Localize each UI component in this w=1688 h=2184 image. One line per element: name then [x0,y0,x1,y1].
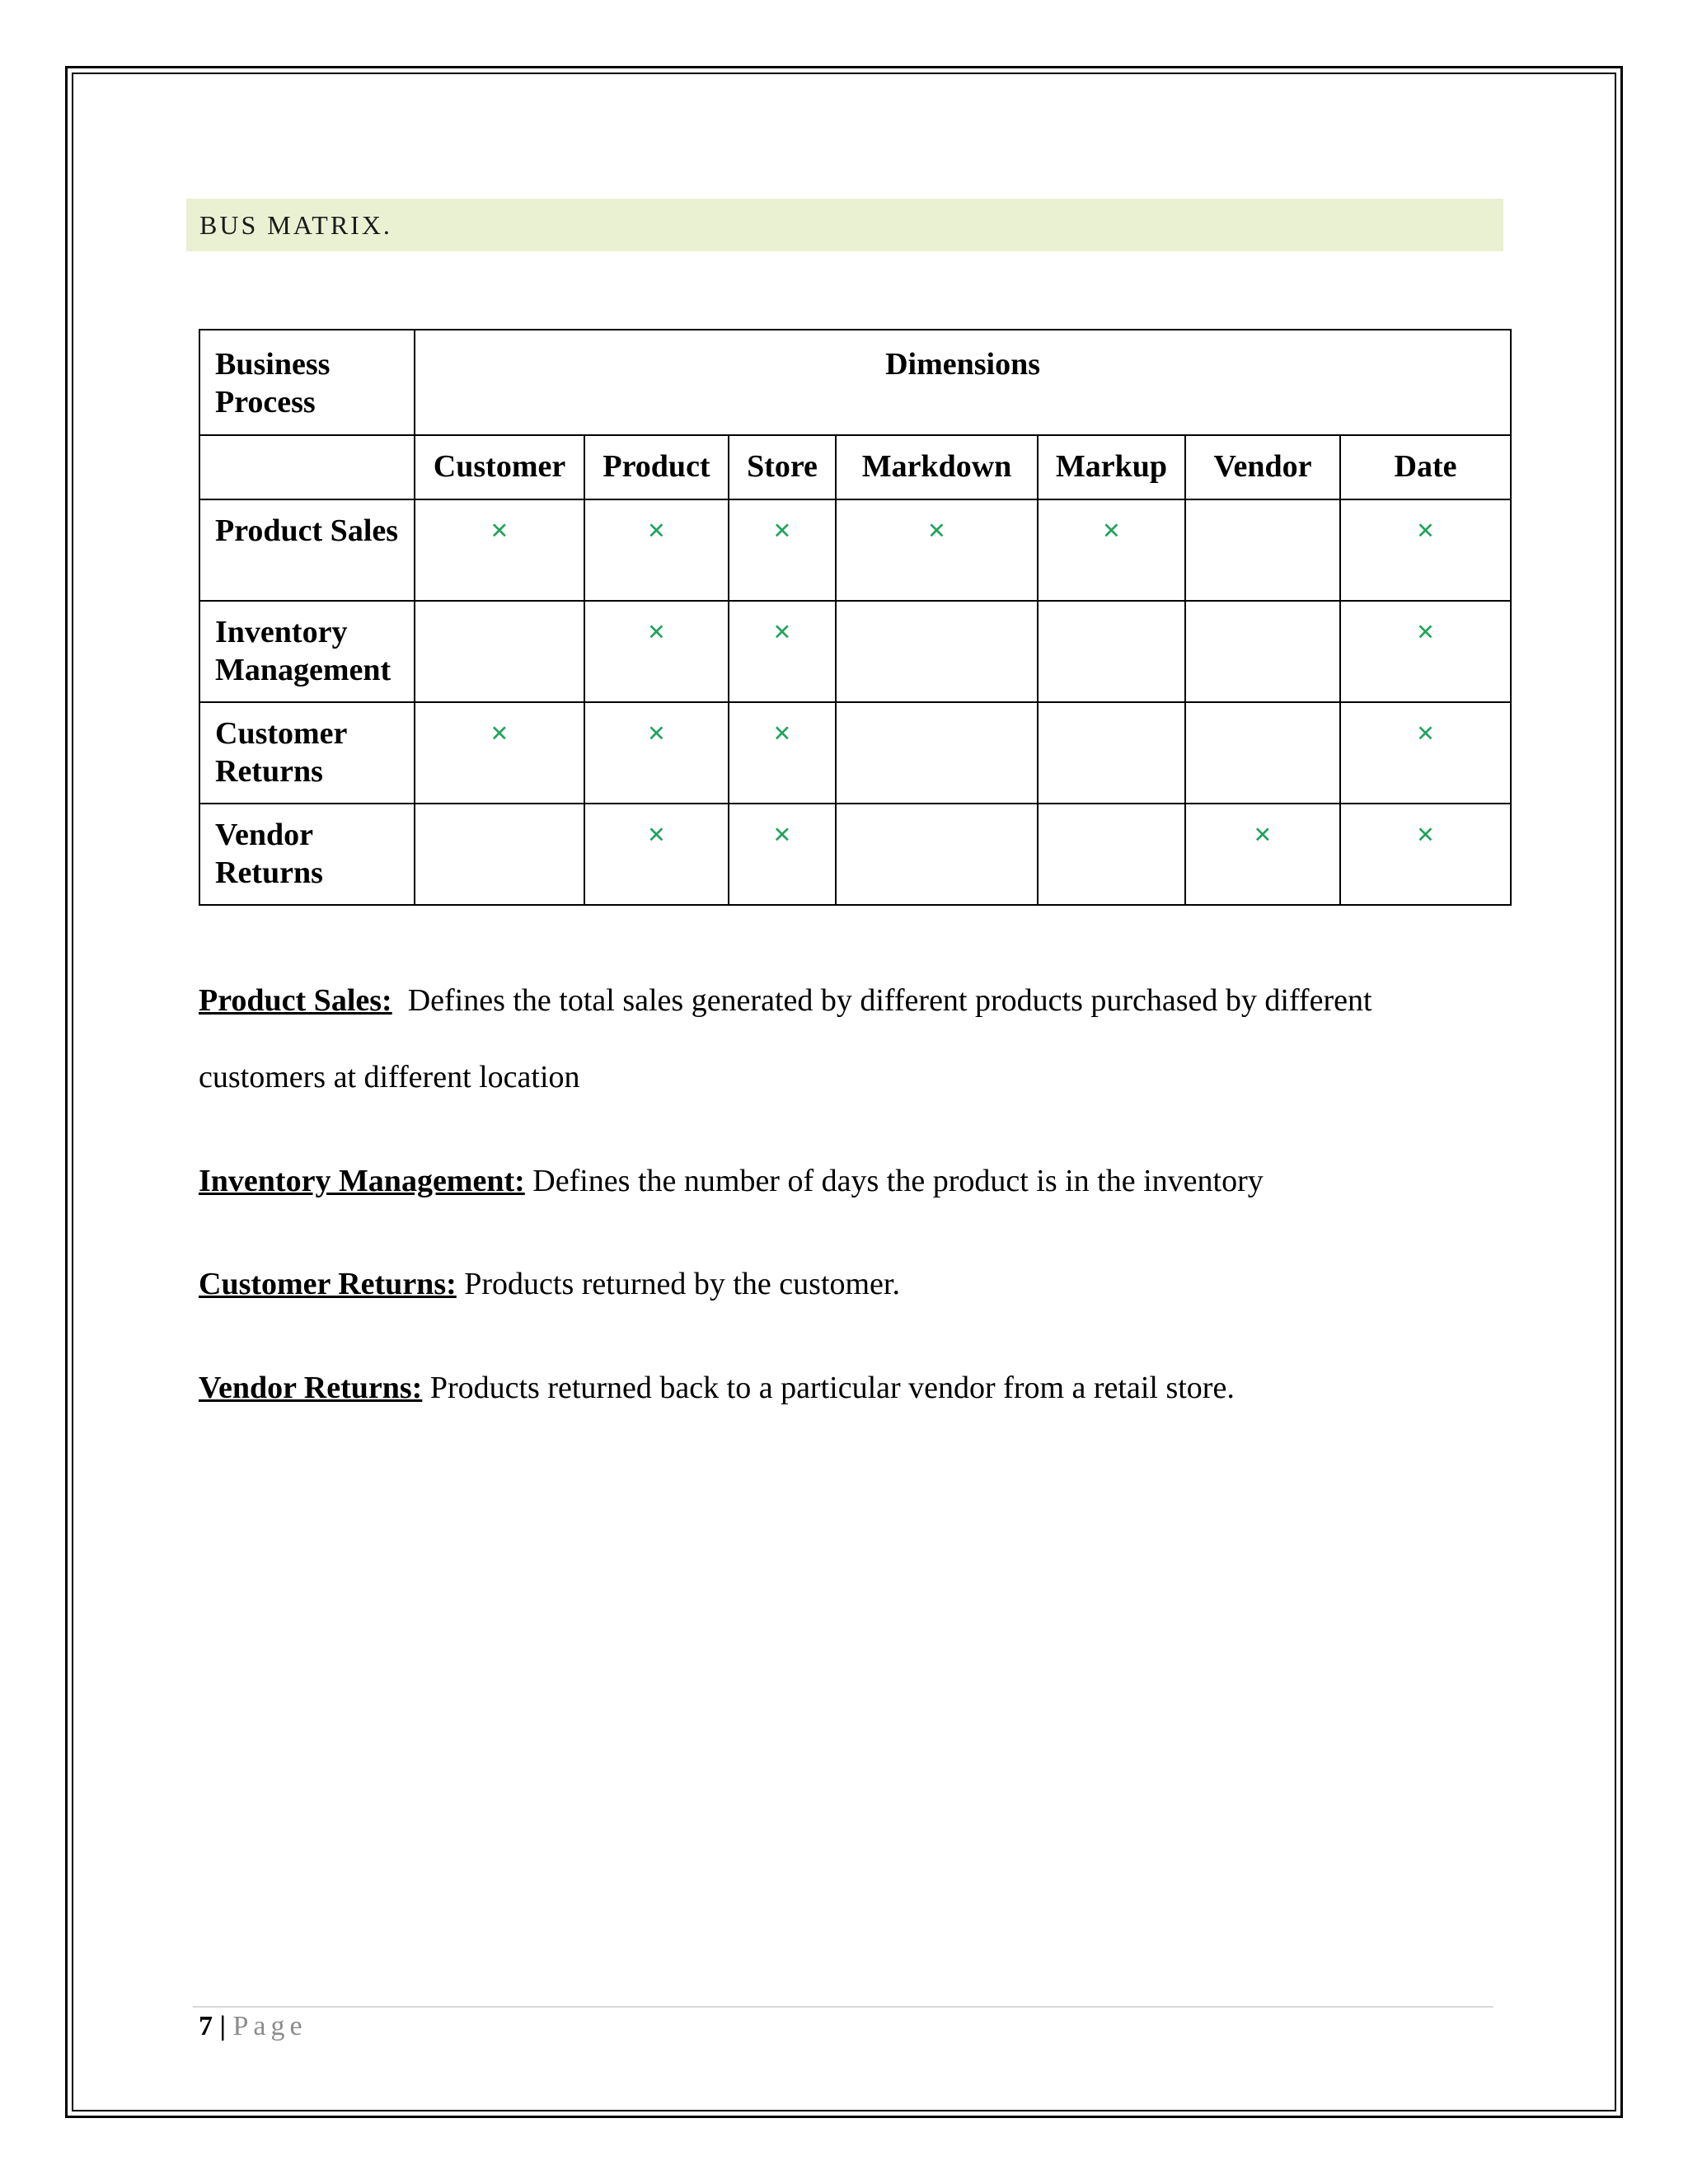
check-mark-icon: × [729,804,836,905]
description-product-sales-continued [199,1058,580,1096]
check-mark-icon: × [729,499,836,601]
dimension-header: Date [1340,435,1511,499]
matrix-cell [1185,601,1340,702]
page-label: Page [232,2011,307,2041]
check-mark-icon: × [415,499,584,601]
section-heading: BUS MATRIX. [199,210,392,240]
page-number: 7 [199,2011,213,2041]
dimension-header: Vendor [1185,435,1340,499]
description-term: Vendor Returns: [199,1371,423,1405]
matrix-row [199,702,1511,804]
matrix-cell [415,804,584,905]
check-mark-icon: × [1340,804,1511,905]
dimension-header: Markup [1038,435,1185,499]
matrix-cell [836,702,1038,804]
check-mark-icon: × [584,601,729,702]
check-mark-icon: × [415,702,584,804]
dimension-header: Store [729,435,836,499]
matrix-cell [1185,499,1340,601]
dimension-header: Product [584,435,729,499]
business-process-label: Product Sales [199,499,415,601]
matrix-row [199,601,1511,702]
business-process-label: Vendor Returns [199,804,415,905]
check-mark-icon: × [584,804,729,905]
matrix-cell [1038,601,1185,702]
check-mark-icon: × [1340,702,1511,804]
description-customer-returns [199,1265,900,1303]
matrix-cell [1038,804,1185,905]
corner-blank-cell [199,435,415,499]
description-text: Products returned back to a particular vendor from a retail store. [429,1371,1235,1405]
description-text: Products returned by the customer. [464,1267,900,1301]
business-process-label: Customer Returns [199,702,415,804]
matrix-row [199,499,1511,601]
description-product-sales [199,982,1372,1019]
check-mark-icon: × [1340,601,1511,702]
description-term: Inventory Management: [199,1164,525,1198]
matrix-cell [1038,702,1185,804]
check-mark-icon: × [1185,804,1340,905]
check-mark-icon: × [1340,499,1511,601]
matrix-header-row [199,330,1511,435]
matrix-cell [836,601,1038,702]
description-inventory-management [199,1162,1264,1200]
description-text: Defines the number of days the product is in the inventory [532,1164,1264,1198]
description-vendor-returns [199,1369,1235,1407]
check-mark-icon: × [584,499,729,601]
corner-header: Business Process [199,330,415,435]
description-term: Product Sales: [199,983,392,1018]
check-mark-icon: × [1038,499,1185,601]
footer-separator: | [219,2011,226,2041]
dimension-header: Markdown [836,435,1038,499]
description-text: customers at different location [199,1060,580,1094]
footer-divider [193,2006,1493,2008]
section-heading-band [186,199,1503,251]
page-footer [199,2008,307,2046]
dimension-header: Customer [415,435,584,499]
dimensions-group-header: Dimensions [415,330,1511,435]
matrix-cell [836,804,1038,905]
check-mark-icon: × [836,499,1038,601]
check-mark-icon: × [729,702,836,804]
dimension-header-row [199,435,1511,499]
check-mark-icon: × [729,601,836,702]
matrix-cell [415,601,584,702]
business-process-label: Inventory Management [199,601,415,702]
description-term: Customer Returns: [199,1267,457,1301]
description-text: Defines the total sales generated by different products purchased by different [407,983,1372,1018]
check-mark-icon: × [584,702,729,804]
matrix-cell [1185,702,1340,804]
matrix-row [199,804,1511,905]
bus-matrix-table [199,329,1512,906]
